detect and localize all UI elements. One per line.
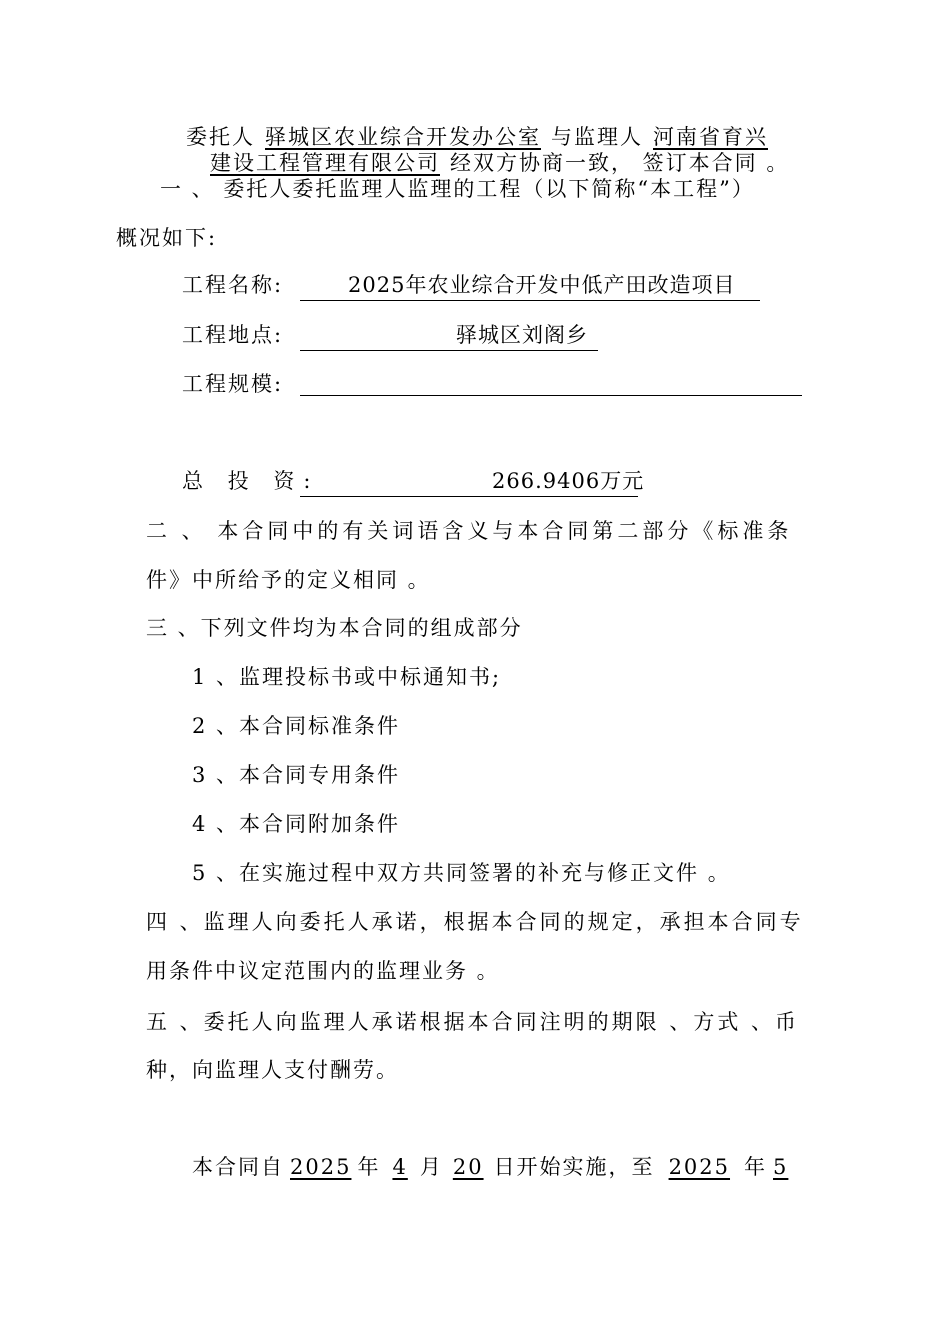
section5-line-1: 五 、委托人向监理人承诺根据本合同注明的期限 、方式 、币 [146, 1010, 800, 1034]
project-scale-underline [300, 365, 802, 396]
section3-heading: 三 、下列文件均为本合同的组成部分 [146, 616, 523, 640]
section4-line-1: 四 、监理人向委托人承诺，根据本合同的规定，承担本合同专 [146, 910, 804, 934]
section2-line-1: 二 、 本合同中的有关词语含义与本合同第二部分《标准条 [146, 519, 793, 543]
term-end-year: 2025 [668, 1155, 731, 1179]
intro-suffix: 经双方协商一致， 签订本合同 。 [450, 151, 790, 175]
section2-line-2: 件》中所给予的定义相同 。 [146, 568, 431, 592]
project-investment-label: 总 投 资: [182, 469, 320, 493]
term-end-month: 5 [773, 1155, 789, 1179]
intro-prefix: 委托人 [186, 125, 255, 149]
project-name-label: 工程名称: [182, 273, 284, 297]
project-scale-label: 工程规模: [182, 372, 284, 396]
section3-item-5: 5 、在实施过程中双方共同签署的补充与修正文件 。 [192, 861, 731, 885]
section3-item-2: 2 、本合同标准条件 [192, 714, 401, 738]
term-start-month: 4 [392, 1155, 408, 1179]
project-location-value: 驿城区刘阁乡 [456, 323, 588, 347]
client-name: 驿城区农业综合开发办公室 [265, 125, 541, 149]
term-line [192, 1152, 794, 1182]
term-start-year: 2025 [290, 1155, 352, 1179]
project-location-label: 工程地点: [182, 323, 284, 347]
section3-item-3: 3 、本合同专用条件 [192, 763, 401, 787]
term-year-char-2: 年 [744, 1155, 768, 1179]
section3-item-4: 4 、本合同附加条件 [192, 812, 401, 836]
term-start-suffix: 日开始实施，至 [493, 1155, 655, 1179]
project-name-value: 2025年农业综合开发中低产田改造项目 [348, 273, 736, 297]
section1-line-2: 概况如下: [116, 226, 218, 250]
section3-item-1: 1 、监理投标书或中标通知书; [192, 665, 502, 689]
term-year-char: 年 [357, 1155, 381, 1179]
intro-mid: 与监理人 [551, 125, 643, 149]
term-start-day: 20 [452, 1155, 484, 1179]
supervisor-name-part2: 建设工程管理有限公司 [210, 151, 440, 175]
supervisor-name-part1: 河南省育兴 [653, 125, 768, 149]
section1-line-1: 一 、 委托人委托监理人监理的工程（以下简称“本工程”） [160, 177, 755, 201]
term-prefix: 本合同自 [192, 1155, 284, 1179]
term-month-char: 月 [419, 1155, 443, 1179]
project-investment-value: 266.9406万元 [492, 469, 645, 493]
section4-line-2: 用条件中议定范围内的监理业务 。 [146, 959, 500, 983]
section5-line-2: 种，向监理人支付酬劳。 [146, 1058, 399, 1082]
